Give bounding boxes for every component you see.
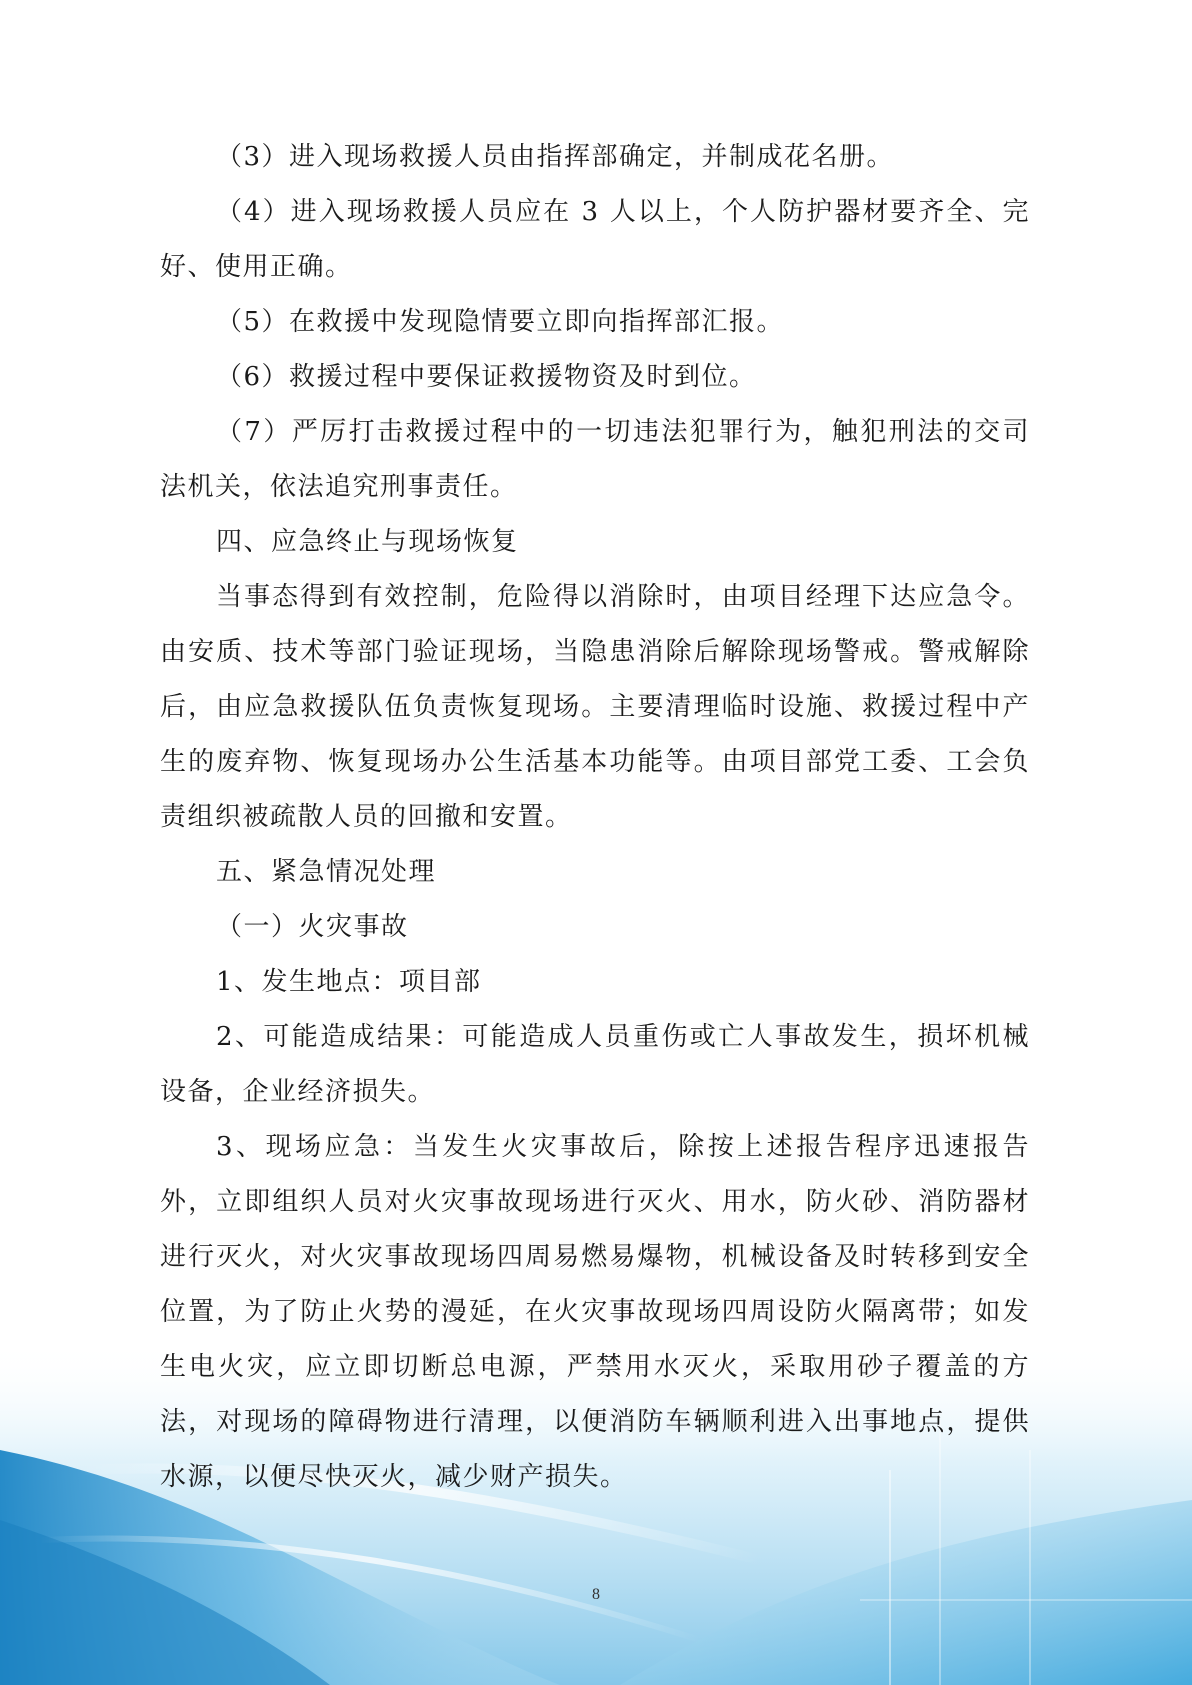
fire-response-item: 3、现场应急：当发生火灾事故后，除按上述报告程序迅速报告外，立即组织人员对火灾事故现场进行灭火、用水，防火砂、消防器材进行灭火，对火灾事故现场四周易燃易爆物，机械设备及时转移到安全位置，为了防止火势的漫延，在火灾事故现场四周设防火隔离带；如发生电火灾，应立即切断总电源，严禁用水灭火，采取用砂子覆盖的方法，对现场的障碍物进行清理，以便消防车辆顺利进入出事地点，提供水源，以便尽快灭火，减少财产损失。 — [160, 1132, 1030, 1492]
section-heading-emergency-termination: 四、应急终止与现场恢复 — [216, 527, 519, 557]
list-item-4: （4）进入现场救援人员应在 3 人以上，个人防护器材要齐全、完好、使用正确。 — [160, 197, 1030, 282]
body-paragraph-recovery: 当事态得到有效控制，危险得以消除时，由项目经理下达应急令。由安质、技术等部门验证现场，当隐患消除后解除现场警戒。警戒解除后，由应急救援队伍负责恢复现场。主要清理临时设施、救援过程中产生的废弃物、恢复现场办公生活基本功能等。由项目部党工委、工会负责组织被疏散人员的回撤和安置。 — [160, 582, 1030, 832]
list-item-3: （3）进入现场救援人员由指挥部确定，并制成花名册。 — [216, 142, 895, 172]
list-item-5: （5）在救援中发现隐情要立即向指挥部汇报。 — [216, 307, 785, 337]
list-item-6: （6）救援过程中要保证救援物资及时到位。 — [216, 362, 757, 392]
document-body — [160, 130, 1030, 1505]
page-number: 8 — [592, 1586, 600, 1603]
subsection-heading-fire-accident: （一）火灾事故 — [216, 912, 409, 942]
list-item-7: （7）严厉打击救援过程中的一切违法犯罪行为，触犯刑法的交司法机关，依法追究刑事责任。 — [160, 417, 1030, 502]
fire-location-item: 1、发生地点：项目部 — [216, 967, 482, 997]
fire-consequence-item: 2、可能造成结果：可能造成人员重伤或亡人事故发生，损坏机械设备，企业经济损失。 — [160, 1022, 1030, 1107]
section-heading-emergency-handling: 五、紧急情况处理 — [216, 857, 437, 887]
